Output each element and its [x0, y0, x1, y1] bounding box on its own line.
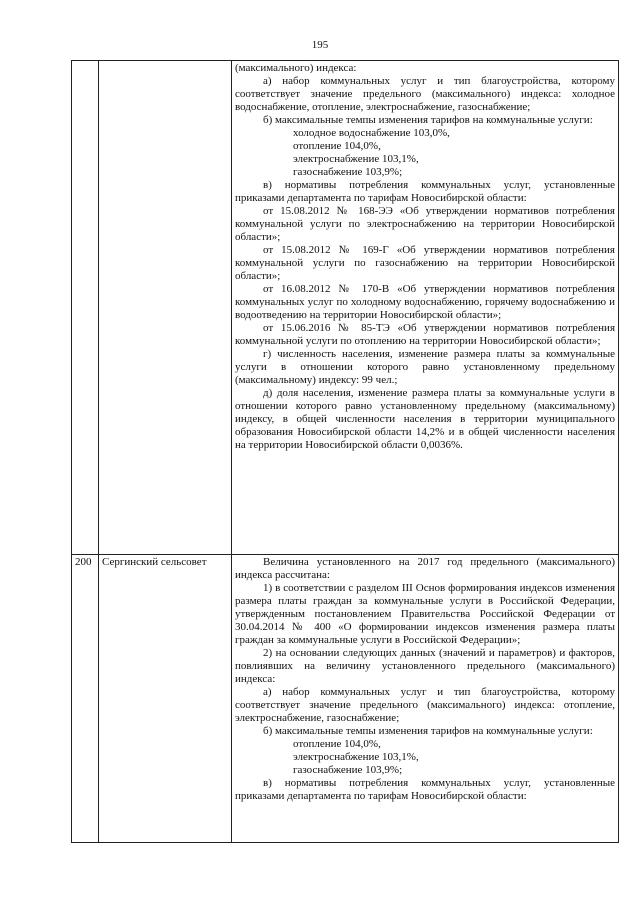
paragraph: 1) в соответствии с разделом III Основ формирования индексов изменения размера платы граждан за коммунальные услуги в Российской Федерации, утвержденным постановлением Правительства Российской Федерации от 30.04.2014 № 400 «О формировании индексов изменения размера платы граждан за коммунальные услуги в Российской Федерации»; — [235, 582, 615, 646]
paragraph: г) численность населения, изменение размера платы за коммунальные услуги в отношении которого равно установленному предельному (максимальному) индексу: 99 чел.; — [235, 348, 615, 386]
paragraph: б) максимальные темпы изменения тарифов на коммунальные услуги: — [263, 114, 593, 126]
paragraph: электроснабжение 103,1%, — [293, 153, 419, 165]
municipality-name-cell — [99, 61, 232, 555]
paragraph: электроснабжение 103,1%, — [293, 751, 419, 763]
paragraph: а) набор коммунальных услуг и тип благоустройства, которому соответствует значение предельного (максимального) индекса: отопление, электроснабжение, газоснабжение; — [235, 686, 615, 724]
page-number: 195 — [311, 39, 329, 51]
row-number-cell: 200 — [72, 555, 99, 843]
paragraph: Величина установленного на 2017 год предельного (максимального) индекса рассчитана: — [235, 556, 615, 581]
paragraph: а) набор коммунальных услуг и тип благоустройства, которому соответствует значение предельного (максимального) индекса: холодное водоснабжение, отопление, электроснабжение, газоснабжение; — [235, 75, 615, 113]
paragraph: от 16.08.2012 № 170-В «Об утверждении нормативов потребления коммунальных услуг по холодному водоснабжению, горячему водоснабжению и водоотведению на территории Новосибирской области»; — [235, 283, 615, 321]
index-table — [71, 60, 619, 843]
paragraph: в) нормативы потребления коммунальных услуг, установленные приказами департамента по тарифам Новосибирской области: — [235, 179, 615, 204]
paragraph: от 15.08.2012 № 168-ЭЭ «Об утверждении нормативов потребления коммунальной услуги по электроснабжению на территории Новосибирской области»; — [235, 205, 615, 243]
paragraph: отопление 104,0%, — [293, 140, 381, 152]
table-row — [72, 61, 619, 555]
description-text — [235, 556, 615, 803]
description-cell — [232, 61, 619, 555]
paragraph: д) доля населения, изменение размера платы за коммунальные услуги в отношении которого равно установленному предельному (максимальному) индексу, в общей численности населения в территории муниципального образования Новосибирской области 14,2% и в общей численности населения на территории Новосибирской области 0,0036%. — [235, 387, 615, 451]
paragraph: 2) на основании следующих данных (значений и параметров) и факторов, повлиявших на величину установленного предельного (максимального) индекса: — [235, 647, 615, 685]
row-number-cell — [72, 61, 99, 555]
paragraph: газоснабжение 103,9%; — [293, 166, 403, 178]
paragraph: отопление 104,0%, — [293, 738, 381, 750]
paragraph: газоснабжение 103,9%; — [293, 764, 403, 776]
paragraph: холодное водоснабжение 103,0%, — [293, 127, 450, 139]
description-text — [235, 62, 615, 452]
paragraph: б) максимальные темпы изменения тарифов на коммунальные услуги: — [263, 725, 593, 737]
municipality-name-cell: Сергинский сельсовет — [99, 555, 232, 843]
description-cell — [232, 555, 619, 843]
paragraph: в) нормативы потребления коммунальных услуг, установленные приказами департамента по тарифам Новосибирской области: — [235, 777, 615, 802]
paragraph: от 15.06.2016 № 85-ТЭ «Об утверждении нормативов потребления коммунальной услуги по отоплению на территории Новосибирской области»; — [235, 322, 615, 347]
table-row — [72, 555, 619, 843]
paragraph: (максимального) индекса: — [235, 62, 357, 74]
paragraph: от 15.08.2012 № 169-Г «Об утверждении нормативов потребления коммунальной услуги по газоснабжению на территории Новосибирской области»; — [235, 244, 615, 282]
